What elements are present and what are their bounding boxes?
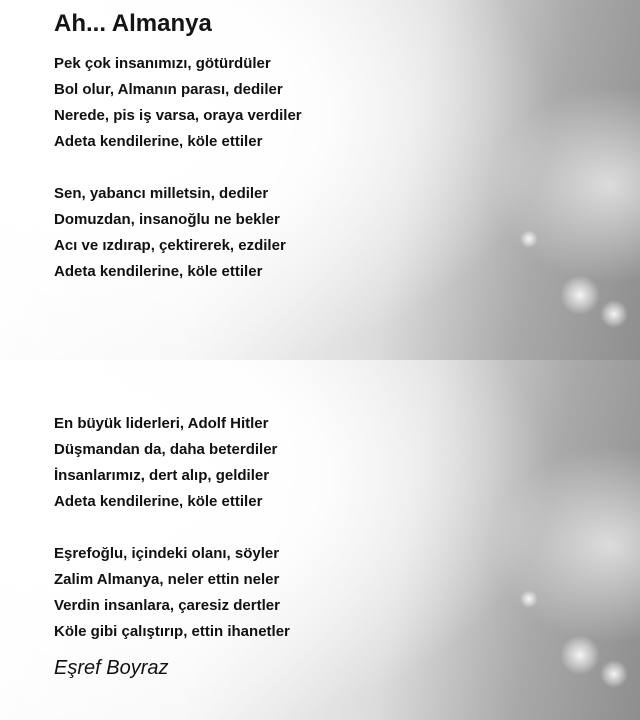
poem-line: Adeta kendilerine, köle ettiler (54, 493, 263, 510)
poem-line: En büyük liderleri, Adolf Hitler (54, 415, 269, 432)
poem-line: Adeta kendilerine, köle ettiler (54, 133, 263, 150)
bokeh-light (560, 275, 600, 315)
poem-line: Köle gibi çalıştırıp, ettin ihanetler (54, 623, 290, 640)
bokeh-light (520, 590, 538, 608)
bokeh-light (600, 300, 628, 328)
poem-line: Sen, yabancı milletsin, dediler (54, 185, 269, 202)
stanza-1 (54, 51, 302, 155)
poem-line: Acı ve ızdırap, çektirerek, ezdiler (54, 237, 286, 254)
bokeh-light (560, 635, 600, 675)
poem-line: Adeta kendilerine, köle ettiler (54, 263, 263, 280)
poem-line: Zalim Almanya, neler ettin neler (54, 571, 280, 588)
poem-title: Ah... Almanya (54, 10, 212, 37)
stanza-2 (54, 181, 286, 285)
stanza-3 (54, 411, 277, 515)
poem-line: Verdin insanlara, çaresiz dertler (54, 597, 280, 614)
bottom-poem-panel (0, 360, 640, 720)
bokeh-light (600, 660, 628, 688)
poem-line: Domuzdan, insanoğlu ne bekler (54, 211, 280, 228)
stanza-4 (54, 541, 290, 645)
poem-line: İnsanlarımız, dert alıp, geldiler (54, 467, 270, 484)
poem-author: Eşref Boyraz (54, 657, 169, 679)
bokeh-light (520, 230, 538, 248)
poem-line: Bol olur, Almanın parası, dediler (54, 81, 283, 98)
poem-line: Eşrefoğlu, içindeki olanı, söyler (54, 545, 280, 562)
poem-line: Düşmandan da, daha beterdiler (54, 441, 278, 458)
poem-line: Pek çok insanımızı, götürdüler (54, 55, 271, 72)
poem-line: Nerede, pis iş varsa, oraya verdiler (54, 107, 302, 124)
